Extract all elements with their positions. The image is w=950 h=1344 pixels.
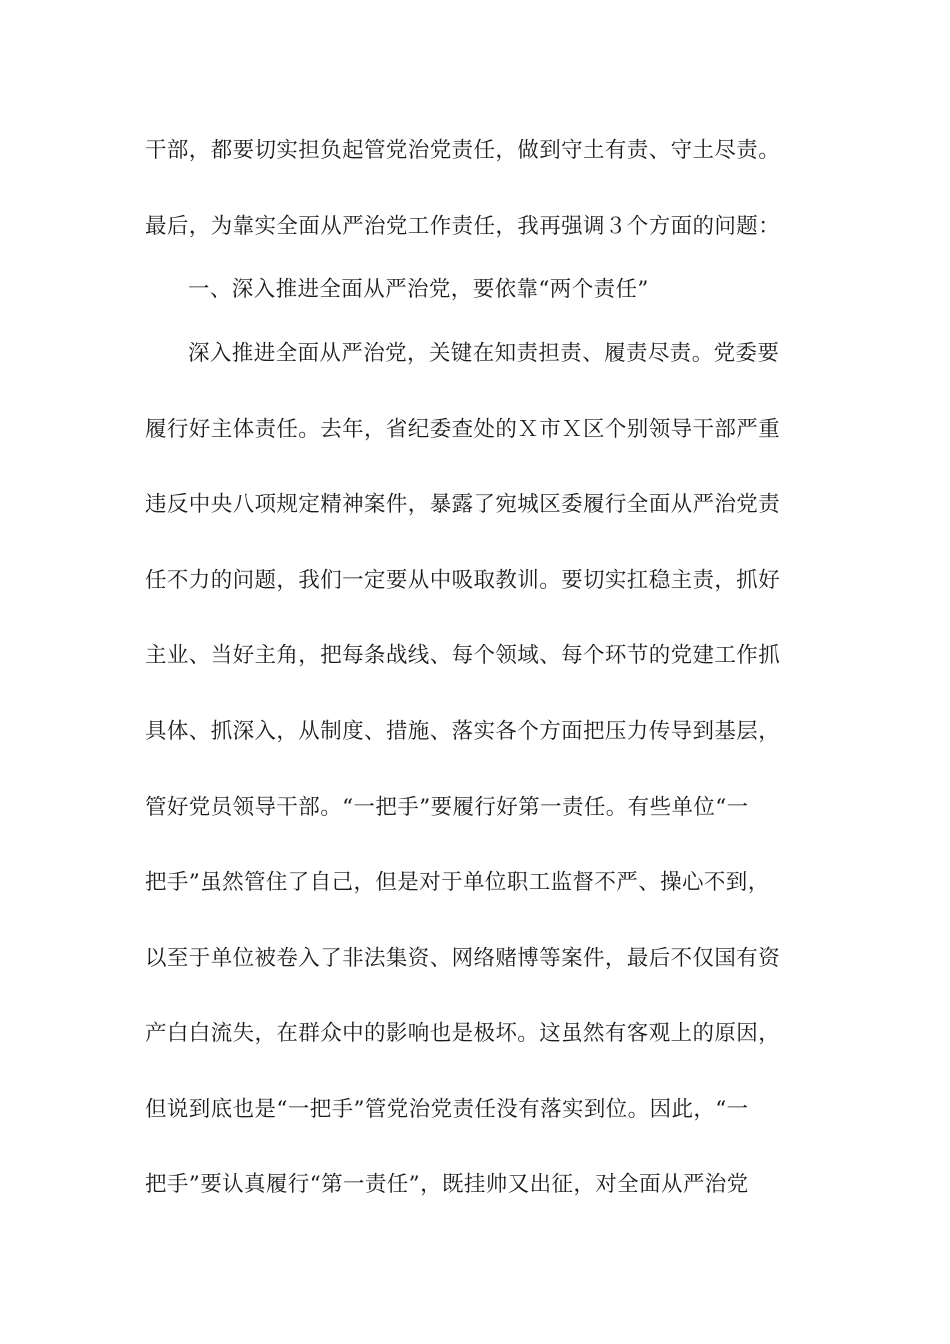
paragraph-line: 把手”要认真履行“第一责任”，既挂帅又出征，对全面从严治党 bbox=[145, 1172, 749, 1197]
paragraph-line: 任不力的问题，我们一定要从中吸取教训。要切实扛稳主责，抓好 bbox=[145, 568, 781, 593]
paragraph-line: 产白白流失，在群众中的影响也是极坏。这虽然有客观上的原因， bbox=[145, 1021, 781, 1046]
paragraph-line: 履行好主体责任。去年，省纪委查处的Ｘ市Ｘ区个别领导干部严重 bbox=[145, 417, 781, 442]
paragraph-line: 具体、抓深入，从制度、措施、落实各个方面把压力传导到基层， bbox=[145, 719, 781, 744]
paragraph-line: 以至于单位被卷入了非法集资、网络赌博等案件，最后不仅国有资 bbox=[145, 946, 781, 971]
paragraph-line: 把手”虽然管住了自己，但是对于单位职工监督不严、操心不到， bbox=[145, 870, 770, 895]
paragraph-line: 违反中央八项规定精神案件，暴露了宛城区委履行全面从严治党责 bbox=[145, 492, 781, 517]
section-heading: 一、深入推进全面从严治党，要依靠“两个责任” bbox=[188, 277, 649, 302]
paragraph-line: 管好党员领导干部。“一把手”要履行好第一责任。有些单位“一 bbox=[145, 795, 749, 820]
paragraph-line: 深入推进全面从严治党，关键在知责担责、履责尽责。党委要 bbox=[188, 341, 780, 366]
paragraph-line: 主业、当好主角，把每条战线、每个领域、每个环节的党建工作抓 bbox=[145, 643, 781, 668]
paragraph-line: 干部，都要切实担负起管党治党责任，做到守土有责、守土尽责。 bbox=[145, 138, 781, 163]
paragraph-line: 但说到底也是“一把手”管党治党责任没有落实到位。因此，“一 bbox=[145, 1097, 749, 1122]
paragraph-line: 最后，为靠实全面从严治党工作责任，我再强调３个方面的问题： bbox=[145, 214, 781, 239]
